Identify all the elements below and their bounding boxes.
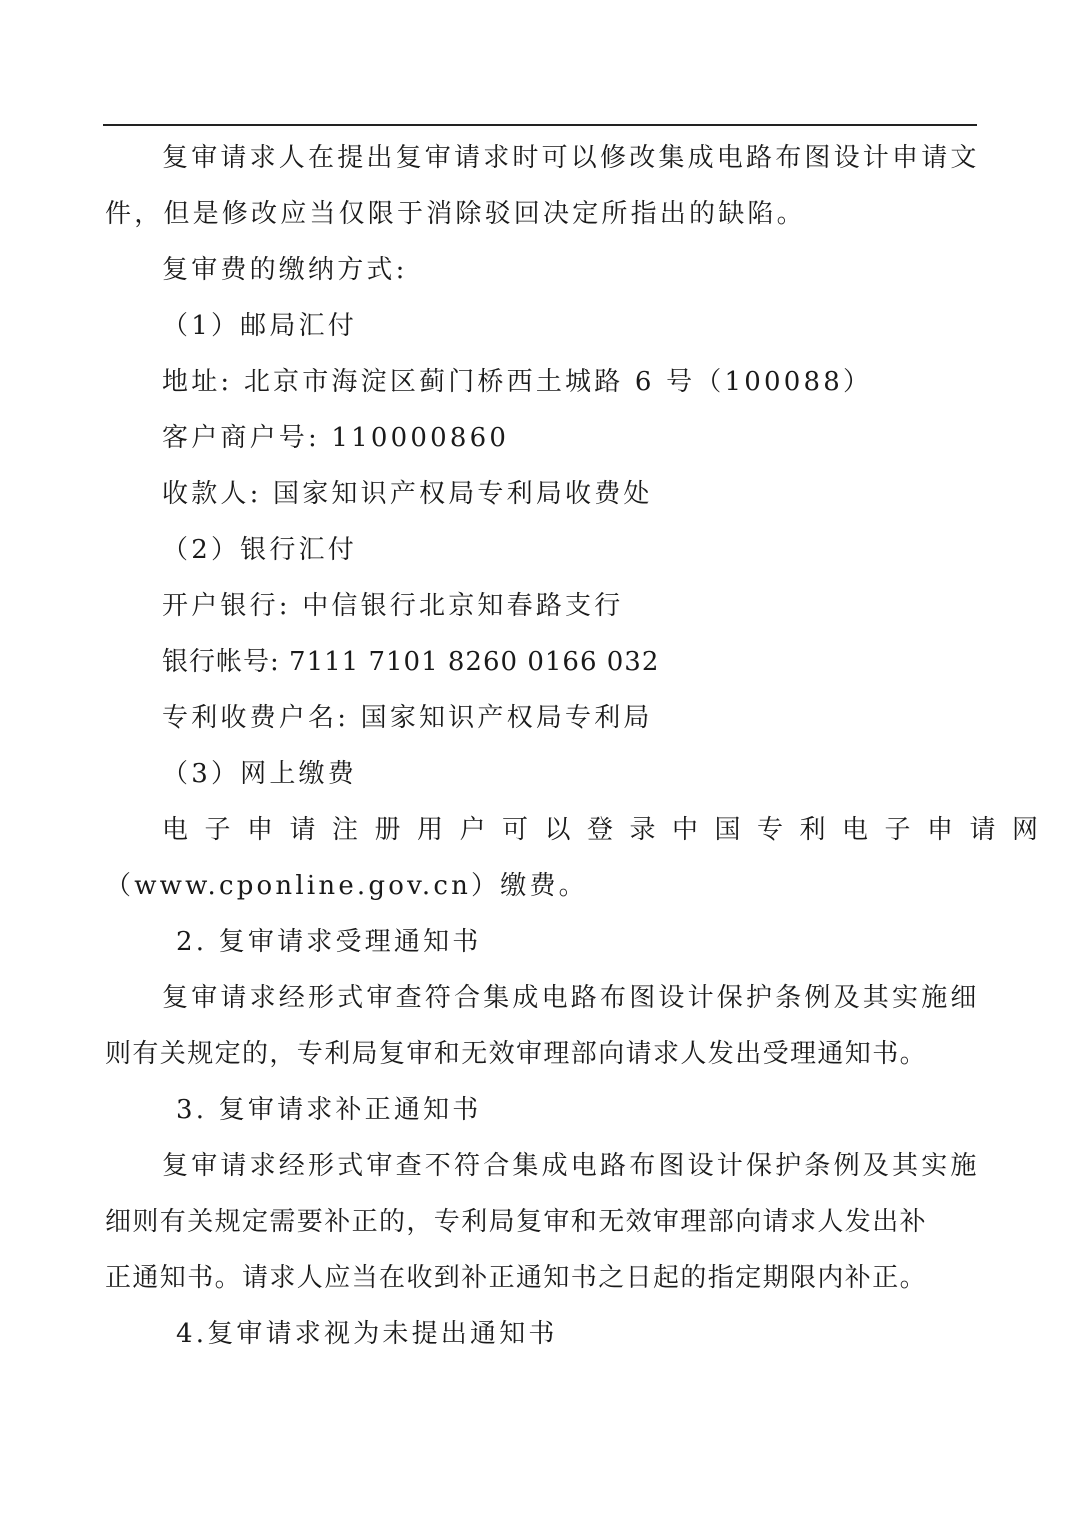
merchant-number-line: 客户商户号: 110000860 xyxy=(162,423,510,453)
account-number-line: 银行帐号: 7111 7101 8260 0166 032 xyxy=(162,647,660,677)
bank-line: 开户银行: 中信银行北京知春路支行 xyxy=(162,591,624,621)
website-line: （www.cponline.gov.cn）缴费。 xyxy=(105,871,588,901)
section-heading: 4.复审请求视为未提出通知书 xyxy=(176,1319,558,1349)
payee-line: 收款人: 国家知识产权局专利局收费处 xyxy=(162,479,653,509)
section-heading: 2. 复审请求受理通知书 xyxy=(176,927,482,957)
section-heading: （2）银行汇付 xyxy=(162,535,357,565)
section-heading: （1）邮局汇付 xyxy=(162,311,357,341)
paragraph-line: 细则有关规定需要补正的，专利局复审和无效审理部向请求人发出补 xyxy=(105,1207,928,1237)
section-heading: （3）网上缴费 xyxy=(162,759,357,789)
paragraph-line: 件，但是修改应当仅限于消除驳回决定所指出的缺陷。 xyxy=(105,199,806,229)
paragraph-line: 正通知书。请求人应当在收到补正通知书之日起的指定期限内补正。 xyxy=(105,1263,928,1293)
paragraph-line: 复审请求经形式审查符合集成电路布图设计保护条例及其实施细 xyxy=(162,983,980,1013)
paragraph-line: 复审请求经形式审查不符合集成电路布图设计保护条例及其实施 xyxy=(162,1151,980,1181)
paragraph-line: 复审费的缴纳方式: xyxy=(162,255,408,285)
section-heading: 3. 复审请求补正通知书 xyxy=(176,1095,482,1125)
paragraph-line: 复审请求人在提出复审请求时可以修改集成电路布图设计申请文 xyxy=(162,143,980,173)
paragraph-line: 则有关规定的，专利局复审和无效审理部向请求人发出受理通知书。 xyxy=(105,1039,928,1069)
paragraph-line: 电子申请注册用户可以登录中国专利电子申请网 xyxy=(162,815,1055,845)
account-name-line: 专利收费户名: 国家知识产权局专利局 xyxy=(162,703,653,733)
header-rule xyxy=(103,124,977,126)
address-line: 地址: 北京市海淀区蓟门桥西土城路 6 号（100088） xyxy=(162,367,873,397)
